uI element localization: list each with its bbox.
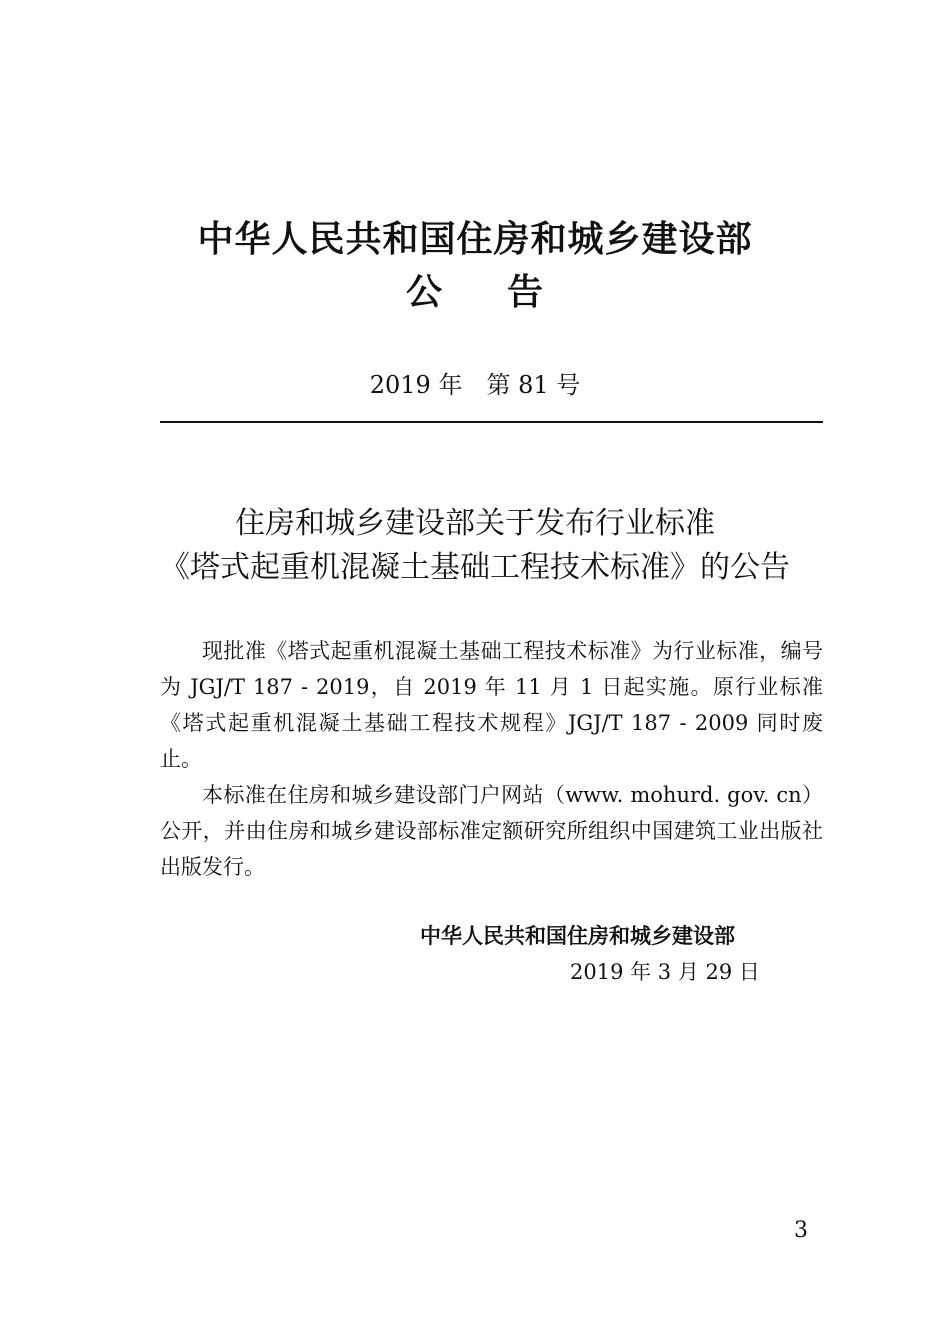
body-paragraph-2: 本标准在住房和城乡建设部门户网站（www. mohurd. gov. cn）公开，并由住房和城乡建设部标准定额研究所组织中国建筑工业出版社出版发行。: [160, 783, 823, 879]
issue-number: 2019 年 第 81 号: [369, 371, 581, 399]
body-paragraph-1: 现批准《塔式起重机混凝土基础工程技术标准》为行业标准，编号为 JGJ/T 187 - 2019，自 2019 年 11 月 1 日起实施。原行业标准《塔式起重机混凝土基础工程技术规程》JGJ/T 187 - 2009 同时废止。: [160, 639, 823, 771]
page-number: 3: [794, 1218, 808, 1243]
subject-line-2: 《塔式起重机混凝土基础工程技术标准》的公告: [160, 550, 790, 585]
announcement-subject: [0, 502, 950, 590]
announcement-title-left: 公: [405, 272, 443, 313]
announcement-title: [0, 268, 950, 318]
announcement-body: [160, 633, 823, 885]
subject-line-1: 住房和城乡建设部关于发布行业标准: [235, 506, 715, 541]
announcement-title-right: 告: [507, 272, 545, 313]
ministry-title: 中华人民共和国住房和城乡建设部: [197, 219, 753, 260]
header-divider: [160, 421, 823, 423]
issue-date: 2019 年 3 月 29 日: [570, 960, 760, 984]
issuer-signature: 中华人民共和国住房和城乡建设部: [420, 924, 735, 948]
